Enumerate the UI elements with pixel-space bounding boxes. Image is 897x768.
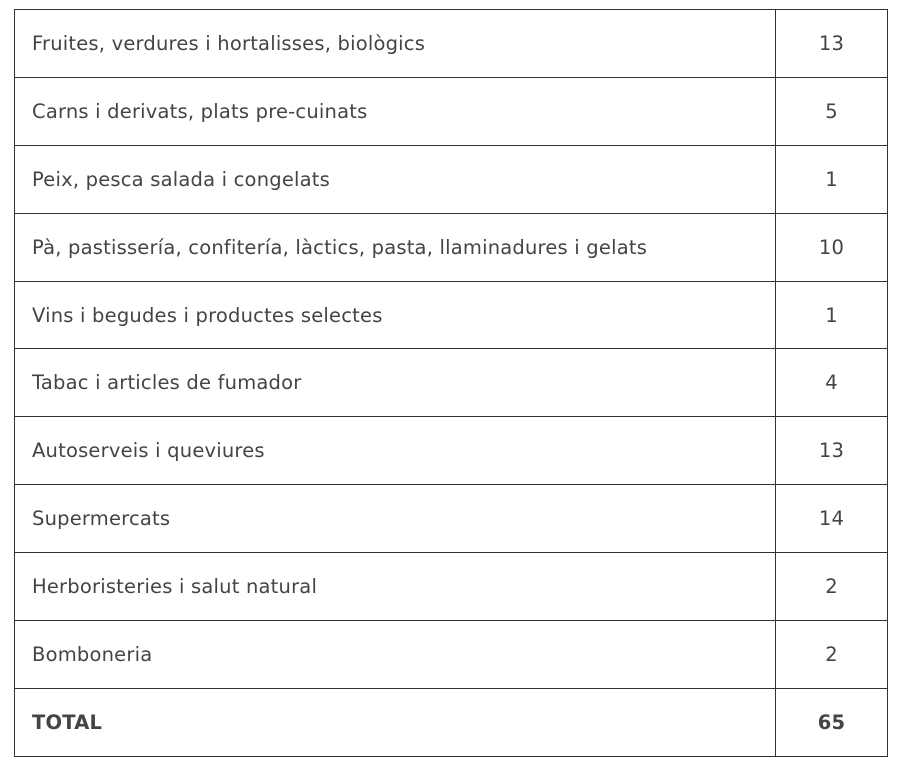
table-row	[15, 281, 888, 349]
category-name: Bomboneria	[15, 621, 776, 689]
total-count: 65	[776, 688, 888, 756]
total-label: TOTAL	[15, 688, 776, 756]
category-name: Herboristeries i salut natural	[15, 553, 776, 621]
table-row	[15, 621, 888, 689]
category-count: 2	[776, 553, 888, 621]
category-name: Vins i begudes i productes selectes	[15, 281, 776, 349]
category-count: 1	[776, 145, 888, 213]
category-count: 10	[776, 213, 888, 281]
category-count: 5	[776, 77, 888, 145]
category-name: Carns i derivats, plats pre-cuinats	[15, 77, 776, 145]
category-name: Supermercats	[15, 485, 776, 553]
category-name: Autoserveis i queviures	[15, 417, 776, 485]
table-row	[15, 77, 888, 145]
category-name: Peix, pesca salada i congelats	[15, 145, 776, 213]
table-row	[15, 485, 888, 553]
table-row	[15, 553, 888, 621]
category-name: Fruites, verdures i hortalisses, biològics	[15, 10, 776, 78]
table-row	[15, 145, 888, 213]
category-count: 1	[776, 281, 888, 349]
category-count: 4	[776, 349, 888, 417]
total-row	[15, 688, 888, 756]
category-name: Pà, pastissería, confitería, làctics, pasta, llaminadures i gelats	[15, 213, 776, 281]
table-row	[15, 417, 888, 485]
table-row	[15, 349, 888, 417]
category-count: 2	[776, 621, 888, 689]
category-count-table	[14, 9, 888, 757]
category-count: 14	[776, 485, 888, 553]
category-name: Tabac i articles de fumador	[15, 349, 776, 417]
table-row	[15, 213, 888, 281]
category-count: 13	[776, 417, 888, 485]
category-count: 13	[776, 10, 888, 78]
table-row	[15, 10, 888, 78]
